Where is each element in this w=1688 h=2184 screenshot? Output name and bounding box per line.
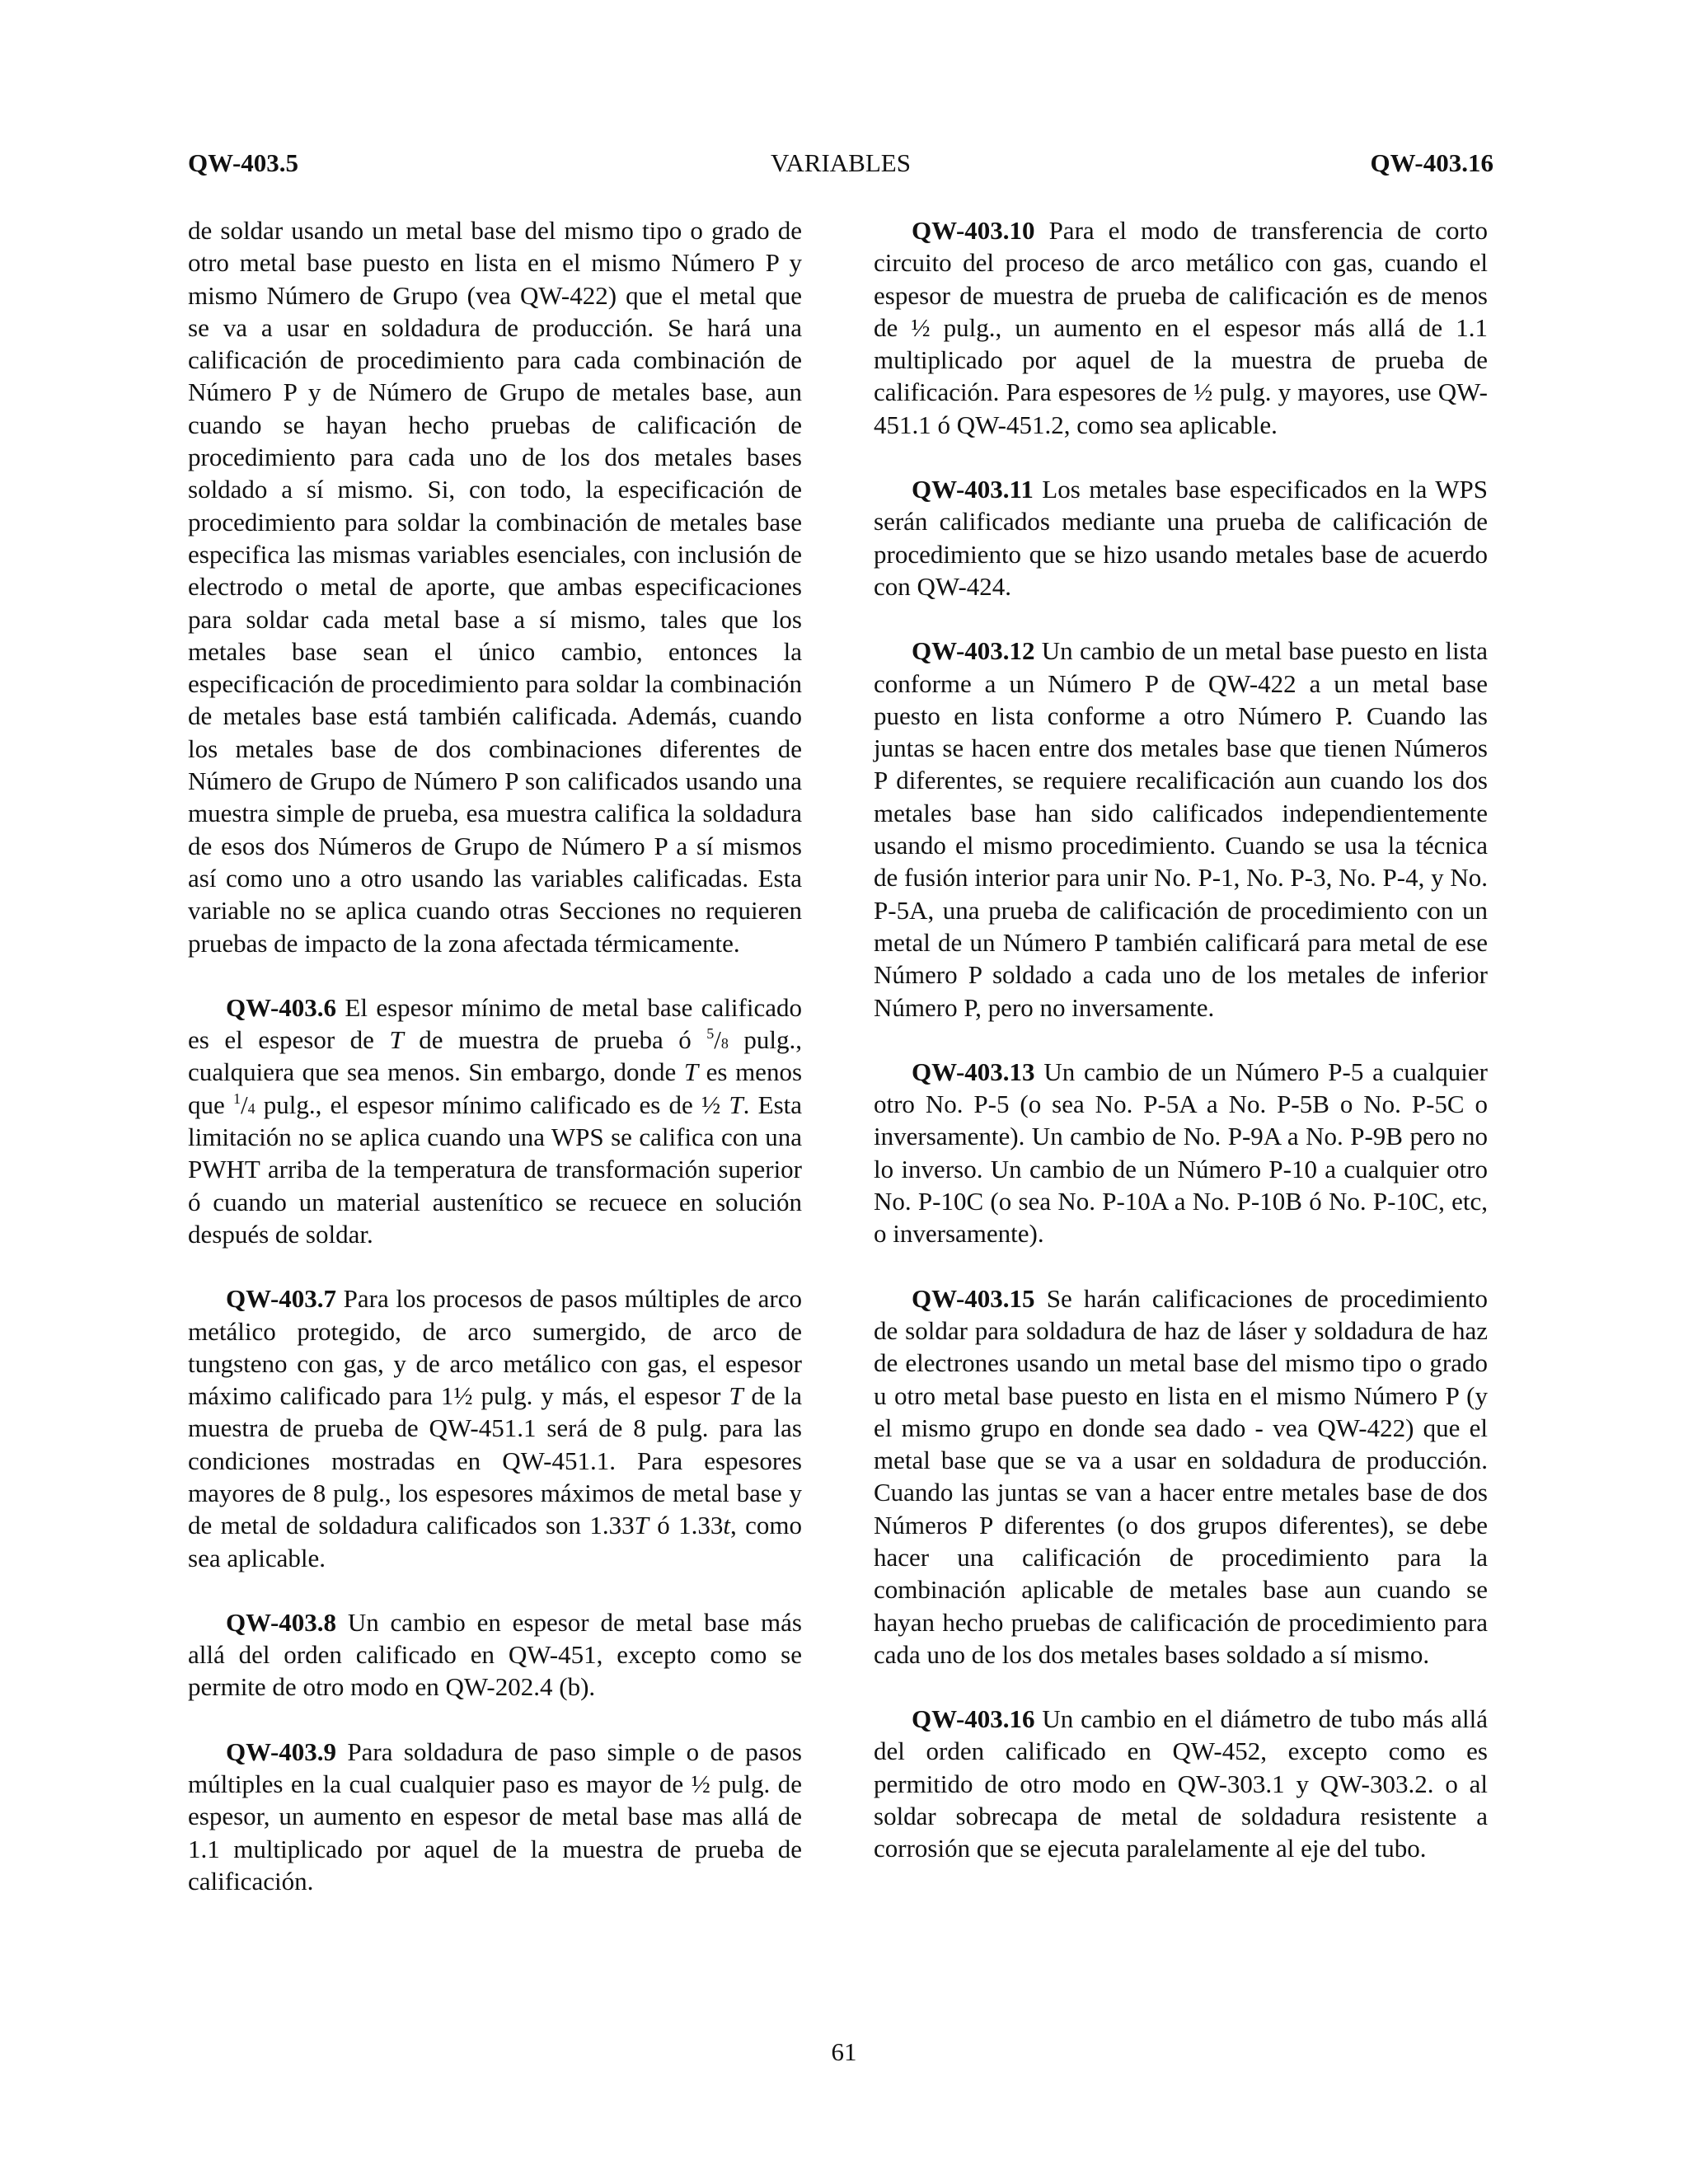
text-run: ó 1.33 <box>648 1511 724 1540</box>
paragraph-qw-403-8 <box>188 1606 802 1704</box>
paragraph-qw-403-12 <box>874 635 1488 1024</box>
variable-T: T <box>729 1090 743 1119</box>
section-code: QW-403.9 <box>226 1736 337 1766</box>
fraction-numerator: 1 <box>232 1090 241 1107</box>
header-section-end: QW-403.16 <box>1370 148 1493 177</box>
text-run: es menos que <box>188 1057 803 1119</box>
fraction-numerator: 5 <box>706 1025 715 1043</box>
text-run: pulg., cualquiera que sea menos. Sin embargo, donde <box>188 1025 802 1087</box>
section-code: QW-403.6 <box>226 992 337 1022</box>
paragraph-qw-403-15 <box>874 1282 1488 1671</box>
text-run: . Esta limitación no se aplica cuando una WPS se califica con una PWHT arriba de la temperatura de transformación superior ó cuando un material austenítico se recuece en solución después de soldar. <box>188 1090 803 1249</box>
left-column <box>188 214 802 1929</box>
variable-T: T <box>683 1057 699 1087</box>
variable-T: T <box>634 1511 649 1540</box>
text-run: de la muestra de prueba de QW-451.1 será de 8 pulg. para las condiciones mostradas en QW-451.1. Para espesores mayores de 8 pulg., los espesores máximos de metal base y de metal de soldadura calificados son 1.33 <box>188 1381 802 1540</box>
text-run: Para los procesos de pasos múltiples de arco metálico protegido, de arco sumergido, de arco de tungsteno con gas, y de arco metálico con gas, el espesor máximo calificado para 1½ pulg. y más, el espesor <box>188 1284 802 1411</box>
section-code: QW-403.16 <box>912 1704 1035 1734</box>
paragraph-continuation: de soldar usando un metal base del mismo tipo o grado de otro metal base puesto en lista en el mismo Número P y mismo Número de Grupo (vea QW-422) que el metal que se va a usar en soldadura de producción. Se hará una calificación de procedimiento para cada combinación de Número P y de Número de Grupo de metales base, aun cuando se hayan hecho pruebas de calificación de procedimiento para cada uno de los dos metales bases soldado a sí mismo. Si, con todo, la especificación de procedimiento para soldar la combinación de metales base especifica las mismas variables esenciales, con inclusión de electrodo o metal de aporte, que ambas especificaciones para soldar cada metal base a sí mismo, tales que los metales base sean el único cambio, entonces la especificación de procedimiento para soldar la combinación de metales base está también calificada. Además, cuando los metales base de dos combinaciones diferentes de Número de Grupo de Número P son calificados usando una muestra simple de prueba, esa muestra califica la soldadura de esos dos Números de Grupo de Número P a sí mismos así como uno a otro usando las variables calificadas. Esta variable no se aplica cuando otras Secciones no requieren pruebas de impacto de la zona afectada térmicamente. <box>188 216 802 958</box>
variable-T: T <box>389 1025 404 1055</box>
section-code: QW-403.7 <box>226 1284 337 1314</box>
text-run: , como sea aplicable. <box>188 1511 803 1572</box>
header-section-start: QW-403.5 <box>188 148 299 177</box>
fraction-slash: / <box>714 1025 721 1055</box>
text-run: Un cambio de un Número P-5 a cualquier otro No. P-5 (o sea No. P-5A a No. P-5B o No. P-5C o inversamente). Un cambio de No. P-9A a No. P-9B pero no lo inverso. Un cambio de un Número P-10 a cualquier otro No. P-10C (o sea No. P-10A a No. P-10B ó No. P-10C, etc, o inversamente). <box>874 1057 1488 1249</box>
text-run: pulg., el espesor mínimo calificado es de ½ <box>255 1090 729 1119</box>
text-run: Para soldadura de paso simple o de pasos múltiples en la cual cualquier paso es mayor de ½ pulg. de espesor, un aumento en espesor de metal base mas allá de 1.1 multiplicado por aquel de la muestra de prueba de calificación. <box>188 1736 802 1896</box>
header-title: VARIABLES <box>771 148 911 177</box>
section-code: QW-403.12 <box>912 636 1035 666</box>
variable-t: t <box>723 1511 731 1540</box>
fraction-slash: / <box>240 1090 248 1119</box>
section-code: QW-403.11 <box>912 475 1034 504</box>
paragraph-qw-403-16 <box>874 1703 1488 1864</box>
paragraph-qw-403-11 <box>874 473 1488 602</box>
variable-T: T <box>729 1381 743 1411</box>
paragraph-qw-403-13 <box>874 1056 1488 1250</box>
text-run: Un cambio de un metal base puesto en lista conforme a un Número P de QW-422 a un metal base puesto en lista conforme a otro Número P. Cuando las juntas se hacen entre dos metales base que tienen Números P diferentes, se requiere recalificación aun cuando los dos metales base han sido calificados independientemente usando el mismo procedimiento. Cuando se usa la técnica de fusión interior para unir No. P-1, No. P-3, No. P-4, y No. P-5A, una prueba de calificación de procedimiento con un metal de un Número P también calificará para metal de ese Número P soldado a cada uno de los metales de inferior Número P, pero no inversamente. <box>874 636 1488 1022</box>
page-header <box>188 147 1493 183</box>
text-run: El espesor mínimo de metal base calificado es el espesor de <box>188 992 802 1055</box>
right-column <box>874 214 1488 1897</box>
section-code: QW-403.13 <box>912 1057 1035 1086</box>
section-code: QW-403.15 <box>912 1283 1035 1313</box>
fraction-denominator: 8 <box>720 1035 729 1052</box>
text-run: Se harán calificaciones de procedimiento de soldar para soldadura de haz de láser y soldadura de haz de electrones usando un metal base del mismo tipo o grado u otro metal base puesto en lista en el mismo Número P (y el mismo grupo en donde sea dado - vea QW-422) que el metal base que se va a usar en soldadura de producción. Cuando las juntas se van a hacer entre metales base de dos Números P diferentes (o dos grupos diferentes), se debe hacer una calificación de procedimiento para la combinación aplicable de metales base aun cuando se hayan hecho pruebas de calificación de procedimiento para cada uno de los dos metales bases soldado a sí mismo. <box>874 1283 1488 1669</box>
paragraph-qw-403-10 <box>874 214 1488 441</box>
text-run: de muestra de prueba ó <box>403 1025 707 1055</box>
text-run: Los metales base especificados en la WPS serán calificados mediante una prueba de calificación de procedimiento que se hizo usando metales base de acuerdo con QW-424. <box>874 475 1488 601</box>
paragraph-qw-403-6 <box>188 991 802 1250</box>
text-run: Un cambio en espesor de metal base más allá del orden calificado en QW-451, excepto como se permite de otro modo en QW-202.4 (b). <box>188 1607 802 1702</box>
section-code: QW-403.10 <box>912 216 1035 245</box>
text-run: Un cambio en el diámetro de tubo más allá del orden calificado en QW-452, excepto como es permitido de otro modo en QW-303.1 y QW-303.2. o al soldar sobrecapa de metal de soldadura resistente a corrosión que se ejecuta paralelamente al eje del tubo. <box>874 1704 1488 1863</box>
text-run: Para el modo de transferencia de corto circuito del proceso de arco metálico con gas, cuando el espesor de muestra de prueba de calificación es de menos de ½ pulg., un aumento en el espesor más allá de 1.1 multiplicado por aquel de la muestra de prueba de calificación. Para espesores de ½ pulg. y mayores, use QW-451.1 ó QW-451.2, como sea aplicable. <box>874 216 1488 439</box>
paragraph-qw-403-9 <box>188 1736 802 1897</box>
paragraph-qw-403-7 <box>188 1282 802 1574</box>
fraction-denominator: 4 <box>247 1099 256 1117</box>
section-code: QW-403.8 <box>226 1607 337 1637</box>
page-number: 61 <box>831 2037 857 2066</box>
